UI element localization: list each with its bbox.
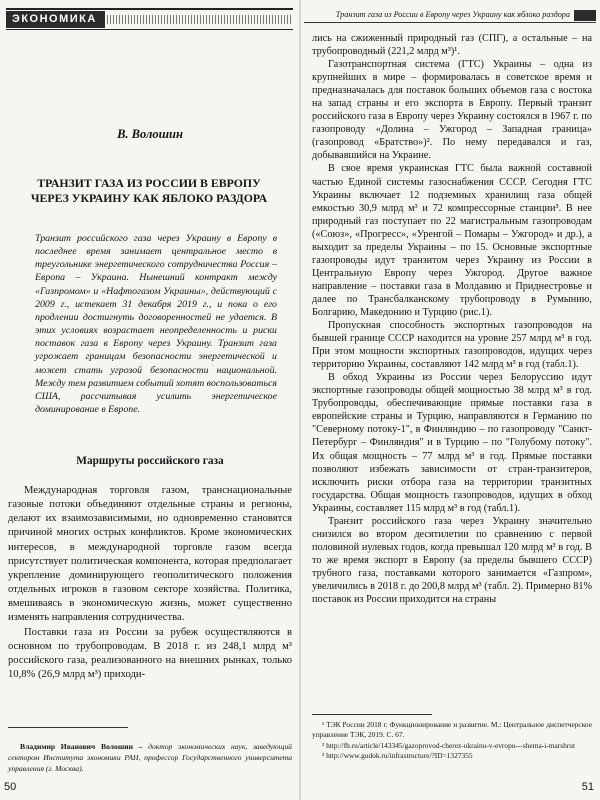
right-body-text xyxy=(312,32,592,606)
page-number-right: 51 xyxy=(581,781,594,793)
author-note-text: доктор экономических наук, заведующий сектором Института экономики РАН, профессор Государственного университета управления (г. Москва). xyxy=(8,742,292,773)
article-author: В. Волошин xyxy=(117,127,183,141)
paragraph: В свое время украинская ГТС была важной составной частью Единой системы газоснабжения СССР. Сегодня ГТС Украины включает 12 подземных хранилищ газа общей емкостью 30,9 млрд м³ и 72 компрессорные станции³. В нее природный газ поступает по 22 магистральным газопроводам («Союз», «Прогресс», «Уренгой – Помары – Ужгород» и др.), а выходит за пределы Украины – по 15. Основные экспортные газопроводы идут транзитом через Украину из России в Центральную Европу через Ужгород. Другое важное направление – поставки газа в Молдавию и Приднестровье и далее по Трансбалканскому трубопроводу в Румынию, Болгарию, Македонию и Турцию (рис.1). xyxy=(312,163,592,318)
paragraph: Транзит российского газа через Украину значительно снизился во втором десятилетии по сравнению с первой половиной нулевых годов, когда превышал 120 млрд м³ в год. В то же время экспорт в Европу (за пределы бывшего СССР) трубного газа, поставками которого занимается «Газпром», увеличились в 2018 г. до 200,8 млрд м³ (табл. 2). Примерно 81% поставок из России приходится на страны xyxy=(312,515,592,606)
footnote-link[interactable]: ³ http://www.gudok.ru/infrastructure/?ID=1327355 xyxy=(322,751,473,761)
running-head xyxy=(304,8,596,23)
footnote: ¹ ТЭК России 2018 г. Функционирование и развитие. М.: Центральное диспетчерское управление ТЭК, 2019. С. 67. xyxy=(312,720,592,740)
footnote-link[interactable]: ² http://fb.ru/article/143345/gazoprovod-cherez-ukrainu-v-evropu---shema-i-marshrut xyxy=(322,740,575,750)
article-abstract: Транзит российского газа через Украину в Европу в последнее время занимает центральное место в треугольнике энергетического сотрудничества Россия – Европа – Украина. Нынешний контракт между «Газпромом» и «Нафтогазом Украины», действующий с 2009 г., истекает 31 декабря 2019 г., и пока о его продлении достигнуть договоренностей не удается. В этих условиях возрастает неопределенность и риски поставок газа в Европу через Украину. Транзит газа угрожает границам безопасности энергетической и может стать угрозой безопасности национальной. Между тем развитием событий хотят воспользоваться США, рассчитывая усилить энергетическое доминирование в Европе. xyxy=(35,233,278,416)
section-subheading: Маршруты российского газа xyxy=(76,455,224,467)
author-note xyxy=(8,742,292,774)
right-page xyxy=(300,0,600,800)
paragraph: Поставки газа из России за рубеж осуществляются в основном по трубопроводам. В 2018 г. из 248,1 млрд м³ российского газа, реализованного на внешних рынках, только 10,8% (26,9 млрд м³) приходи- xyxy=(8,626,292,681)
running-head-marker xyxy=(574,10,596,21)
paragraph: Пропускная способность экспортных газопроводов на бывшей границе СССР находится на уровне 257 млрд м³ в год. При этом мощности экспортных газопроводов, идущих через территорию Украины, составляют 142 млрд м³ в год (табл.1). xyxy=(312,320,592,371)
footnote-rule xyxy=(8,727,128,728)
running-head-text: Транзит газа из России в Европу через Украину как яблоко раздора xyxy=(335,10,570,19)
author-note-name: Владимир Иванович Волошин – xyxy=(20,742,143,751)
paragraph: В обход Украины из России через Белоруссию идут экспортные газопроводы общей мощностью 38 млрд м³ в год. Трубопроводы, обеспечивающие прямые поставки газа в европейские страны и Турцию, направляются в Германию по "Северному потоку-1", в Финляндию – по газопроводу "Санкт-Петербург – Финляндия" и в Турцию – по "Голубому потоку". Их общая мощность – 77 млрд м³ в год. Прямые поставки позволяют избежать зависимости от стран-транзитеров, исключить риски отбора газа на территории транзитных государства. Общая мощность газопроводов, идущих в обход Украины, составляет 115 млрд м³ в год (табл.1). xyxy=(312,372,592,514)
section-label: ЭКОНОМИКА xyxy=(6,11,105,28)
paragraph: лись на сжиженный природный газ (СПГ), а остальные – на трубопроводный (221,2 млрд м³)¹. xyxy=(312,33,592,58)
footnotes xyxy=(312,720,592,762)
paragraph: Газотранспортная система (ГТС) Украины – одна из крупнейших в мире – формировалась в советское время и предназначалась для поставок больших объемов газа с востока на запад страны и его экспорта в Европу. Первый транзит российского газа в Европу через Украину состоялся в 1967 г. по газопроводу «Долина – Ужгород – Западная граница» (газопровод «Братство»)². По нему передавался и газ, добывавшийся на Украине. xyxy=(312,59,592,162)
section-header-rule xyxy=(107,15,293,24)
section-header xyxy=(6,8,293,30)
paragraph: Международная торговля газом, транснациональные газовые потоки объединяют отдельные страны и регионы, делают их взаимозависимыми, но одновременно становятся причиной многих острых конфликтов. Кроме экономических интересов, в международной торговле газом всегда присутствует политическая компонента, которая предполагает укрепление доминирующего геополитического положения отдельных игроков в газовом секторе хозяйства. Политика, вмешиваясь в экономическую жизнь, может существенно изменять направления сотрудничества. xyxy=(8,485,292,624)
footnote-rule xyxy=(312,714,432,715)
article-title: ТРАНЗИТ ГАЗА ИЗ РОССИИ В ЕВРОПУ ЧЕРЕЗ УКРАИНУ КАК ЯБЛОКО РАЗДОРА xyxy=(30,176,268,205)
left-body-text xyxy=(8,484,292,682)
page-number-left: 50 xyxy=(4,781,17,793)
